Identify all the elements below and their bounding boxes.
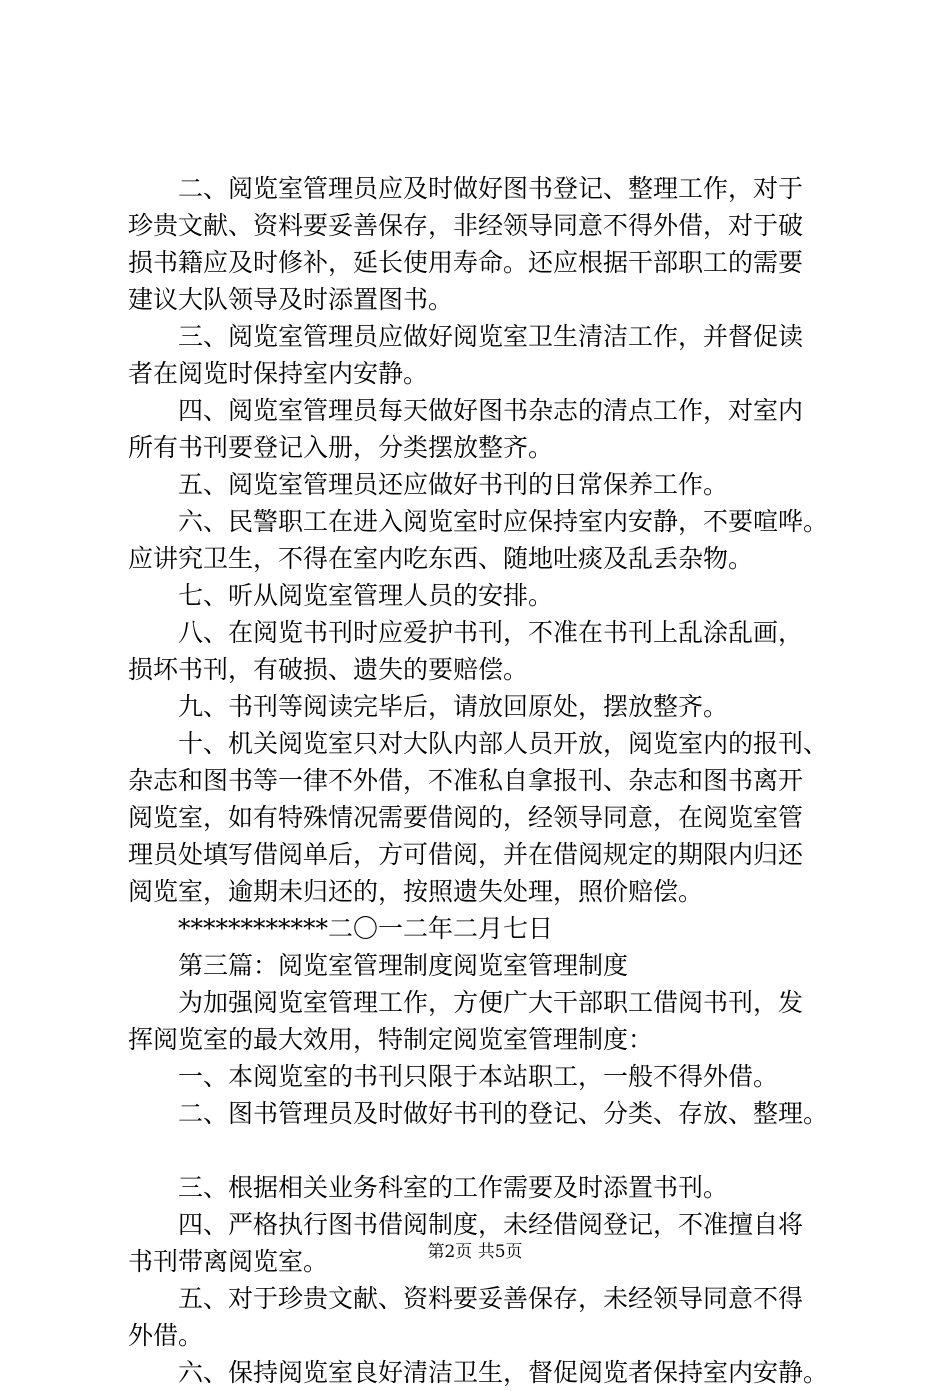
text-line: 四、严格执行图书借阅制度，未经借阅登记，不准擅自将 [178, 1210, 804, 1239]
text-line: 六、民警职工在进入阅览室时应保持室内安静，不要喧哗。 [178, 507, 829, 536]
text-line: 五、对于珍贵文献、资料要妥善保存，未经领导同意不得 [178, 1284, 804, 1313]
text-line: 九、书刊等阅读完毕后，请放回原处，摆放整齐。 [178, 692, 729, 721]
text-line: 第三篇：阅览室管理制度阅览室管理制度 [178, 951, 629, 980]
text-line: 理员处填写借阅单后，方可借阅，并在借阅规定的期限内归还 [128, 840, 804, 869]
document-body [128, 170, 848, 1391]
page-footer: 第2页 共5页 [427, 1242, 523, 1262]
text-line: ************二〇一二年二月七日 [178, 914, 554, 943]
text-line: 珍贵文献、资料要妥善保存，非经领导同意不得外借，对于破 [128, 211, 804, 240]
text-line: 八、在阅览书刊时应爱护书刊，不准在书刊上乱涂乱画， [178, 618, 804, 647]
text-line: 应讲究卫生，不得在室内吃东西、随地吐痰及乱丢杂物。 [128, 544, 754, 573]
text-line: 杂志和图书等一律不外借，不准私自拿报刊、杂志和图书离开 [128, 766, 804, 795]
text-line: 六、保持阅览室良好清洁卫生，督促阅览者保持室内安静。 [178, 1358, 829, 1387]
text-line: 为加强阅览室管理工作，方便广大干部职工借阅书刊，发 [178, 988, 804, 1017]
text-line: 三、阅览室管理员应做好阅览室卫生清洁工作，并督促读 [178, 322, 804, 351]
text-line: 二、阅览室管理员应及时做好图书登记、整理工作，对于 [178, 174, 804, 203]
text-line [128, 1132, 848, 1169]
text-line: 五、阅览室管理员还应做好书刊的日常保养工作。 [178, 470, 729, 499]
text-line: 损坏书刊，有破损、遗失的要赔偿。 [128, 655, 529, 684]
text-line: 损书籍应及时修补，延长使用寿命。还应根据干部职工的需要 [128, 248, 804, 277]
text-line: 一、本阅览室的书刊只限于本站职工，一般不得外借。 [178, 1062, 779, 1091]
text-line: 二、图书管理员及时做好书刊的登记、分类、存放、整理。 [178, 1099, 829, 1128]
text-line: 书刊带离阅览室。 [128, 1247, 329, 1276]
text-line: 四、阅览室管理员每天做好图书杂志的清点工作，对室内 [178, 396, 804, 425]
text-line: 三、根据相关业务科室的工作需要及时添置书刊。 [178, 1173, 729, 1202]
text-line: 者在阅览时保持室内安静。 [128, 359, 429, 388]
text-line: 十、机关阅览室只对大队内部人员开放，阅览室内的报刊、 [178, 729, 829, 758]
text-line: 建议大队领导及时添置图书。 [128, 285, 454, 314]
text-line: 所有书刊要登记入册，分类摆放整齐。 [128, 433, 554, 462]
text-line: 七、听从阅览室管理人员的安排。 [178, 581, 554, 610]
text-line: 阅览室，如有特殊情况需要借阅的，经领导同意，在阅览室管 [128, 803, 804, 832]
text-line: 外借。 [128, 1321, 204, 1350]
text-line: 挥阅览室的最大效用，特制定阅览室管理制度： [128, 1025, 654, 1054]
text-line: 阅览室，逾期未归还的，按照遗失处理，照价赔偿。 [128, 877, 704, 906]
